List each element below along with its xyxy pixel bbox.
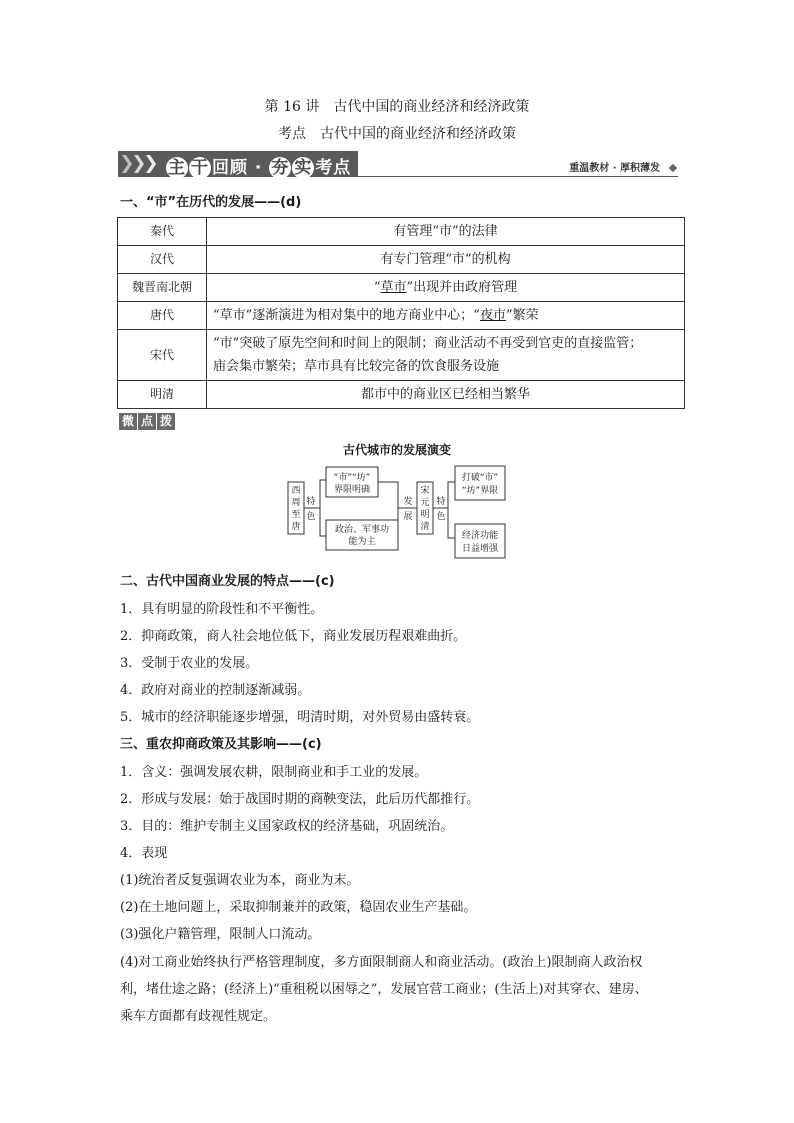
underlined-term: 草市 xyxy=(380,280,407,295)
banner-char: 夯 xyxy=(271,158,290,178)
right-period-char: 宋 xyxy=(420,486,430,496)
left-box-2-line: 能为主 xyxy=(348,537,376,547)
desc-text: “ xyxy=(373,280,381,295)
era-cell: 宋代 xyxy=(118,330,207,381)
right-box-1-line: 打破“市” xyxy=(461,473,499,483)
list-item: 4．表现 xyxy=(120,846,168,861)
section3-heading: 三、重农抑商政策及其影响——(c) xyxy=(120,737,322,752)
list-item: (2)在土地问题上，采取抑制兼并的政策，稳固农业生产基础。 xyxy=(120,900,477,915)
diagram-title: 古代城市的发展演变 xyxy=(342,443,451,457)
bracket xyxy=(320,480,326,536)
right-period-char: 清 xyxy=(420,522,430,532)
banner-char: 实 xyxy=(294,158,313,178)
desc-line: “市”突破了原先空间和时间上的限制；商业活动不再受到官吏的直接监管； xyxy=(213,336,643,351)
table-row xyxy=(118,302,685,330)
develop-label: 发 xyxy=(403,497,413,507)
list-item: 利，堵仕途之路；(经济上)“重租税以困辱之”，发展官营工商业；(生活上)对其穿衣、建房、 xyxy=(120,982,648,997)
list-item: 1．具有明显的阶段性和不平衡性。 xyxy=(120,602,324,617)
desc-text: “草市”逐渐演进为相对集中的地方商业中心；“ xyxy=(213,308,480,323)
era-cell: 唐代 xyxy=(118,302,207,330)
bracket xyxy=(448,482,455,538)
list-item: 3．目的：维护专制主义国家政权的经济基础，巩固统治。 xyxy=(120,819,454,834)
era-cell: 明清 xyxy=(118,381,207,409)
era-cell: 秦代 xyxy=(118,218,207,246)
list-item: 4．政府对商业的控制逐渐减弱。 xyxy=(120,683,311,698)
feature-label: 特 xyxy=(436,497,446,507)
banner-slogan: 重温教材 · 厚积薄发 xyxy=(569,163,660,174)
list-item: 乘车方面都有歧视性规定。 xyxy=(120,1009,277,1024)
banner-char: 主 xyxy=(168,158,186,178)
develop-label: 展 xyxy=(403,512,413,522)
list-item: 2．形成与发展：始于战国时期的商鞅变法，此后历代都推行。 xyxy=(120,792,480,807)
desc-cell: 有管理“市”的法律 xyxy=(207,218,685,246)
tip-char: 点 xyxy=(138,413,156,430)
left-box-1-line: “市”“坊” xyxy=(333,473,371,483)
desc-line: 庙会集市繁荣；草市具有比较完备的饮食服务设施 xyxy=(213,359,500,374)
desc-text: ”出现并由政府管理 xyxy=(406,280,518,295)
desc-cell xyxy=(207,302,685,330)
right-period-char: 元 xyxy=(420,498,430,508)
left-box-2-line: 政治、军事功 xyxy=(334,525,390,535)
banner-bar xyxy=(118,151,358,177)
list-item: (3)强化户籍管理，限制人口流动。 xyxy=(120,927,321,942)
right-period-char: 明 xyxy=(420,510,430,520)
era-cell: 魏晋南北朝 xyxy=(118,274,207,302)
list-item: 3．受制于农业的发展。 xyxy=(120,656,259,671)
exam-point-title: 考点 古代中国的商业经济和经济政策 xyxy=(278,126,516,142)
left-period-char: 唐 xyxy=(291,522,301,532)
list-item: (1)统治者反复强调农业为本，商业为末。 xyxy=(120,873,360,888)
left-period-char: 至 xyxy=(291,510,301,520)
banner-text: 考点 xyxy=(315,158,352,178)
lecture-title: 第 16 讲 古代中国的商业经济和经济政策 xyxy=(264,99,530,115)
right-box-1-line: “坊”界限 xyxy=(461,486,499,496)
table-row xyxy=(118,274,685,302)
desc-cell: 有专门管理“市”的机构 xyxy=(207,246,685,274)
desc-cell xyxy=(207,274,685,302)
chevron-right-icon xyxy=(146,155,156,173)
table-row xyxy=(118,381,685,409)
era-cell: 汉代 xyxy=(118,246,207,274)
left-box-1-line: 界限明确 xyxy=(333,485,371,495)
list-item: (4)对工商业始终执行严格管理制度，多方面限制商人和商业活动。(政治上)限制商人政治权 xyxy=(120,955,643,970)
feature-label: 色 xyxy=(306,512,316,522)
right-box-2-line: 经济功能 xyxy=(461,531,499,541)
feature-label: 特 xyxy=(306,497,316,507)
market-history-table xyxy=(117,217,685,409)
banner-char: 干 xyxy=(191,158,209,178)
banner-text: 回顾 xyxy=(212,158,248,178)
banner-dot: · xyxy=(254,158,263,178)
left-period-char: 周 xyxy=(291,498,301,508)
section-banner xyxy=(118,151,680,179)
table-row xyxy=(118,330,685,381)
right-box-2-line: 日益增强 xyxy=(461,544,499,554)
chevron-right-icon xyxy=(122,155,132,173)
list-item: 5．城市的经济职能逐步增强，明清时期，对外贸易由盛转衰。 xyxy=(120,710,480,725)
feature-label: 色 xyxy=(436,512,446,522)
table-row xyxy=(118,246,685,274)
diamond-icon xyxy=(669,164,677,172)
tip-label xyxy=(119,413,175,430)
section2-heading: 二、古代中国商业发展的特点——(c) xyxy=(120,574,335,589)
tip-char: 微 xyxy=(119,413,137,430)
underlined-term: 夜市 xyxy=(479,308,506,323)
desc-text: ”繁荣 xyxy=(505,308,539,323)
list-item: 2．抑商政策，商人社会地位低下，商业发展历程艰难曲折。 xyxy=(120,629,467,644)
section1-heading: 一、“市”在历代的发展——(d) xyxy=(120,195,302,210)
list-item: 1．含义：强调发展农耕，限制商业和手工业的发展。 xyxy=(120,765,428,780)
table-row xyxy=(118,218,685,246)
banner-title xyxy=(166,153,351,179)
banner-rule xyxy=(358,176,678,177)
desc-cell: 都市中的商业区已经相当繁华 xyxy=(207,381,685,409)
desc-cell xyxy=(207,330,685,381)
left-period-char: 西 xyxy=(291,486,301,496)
chevron-right-icon xyxy=(134,155,144,173)
tip-char: 拨 xyxy=(157,413,175,430)
city-evolution-diagram xyxy=(280,462,520,562)
